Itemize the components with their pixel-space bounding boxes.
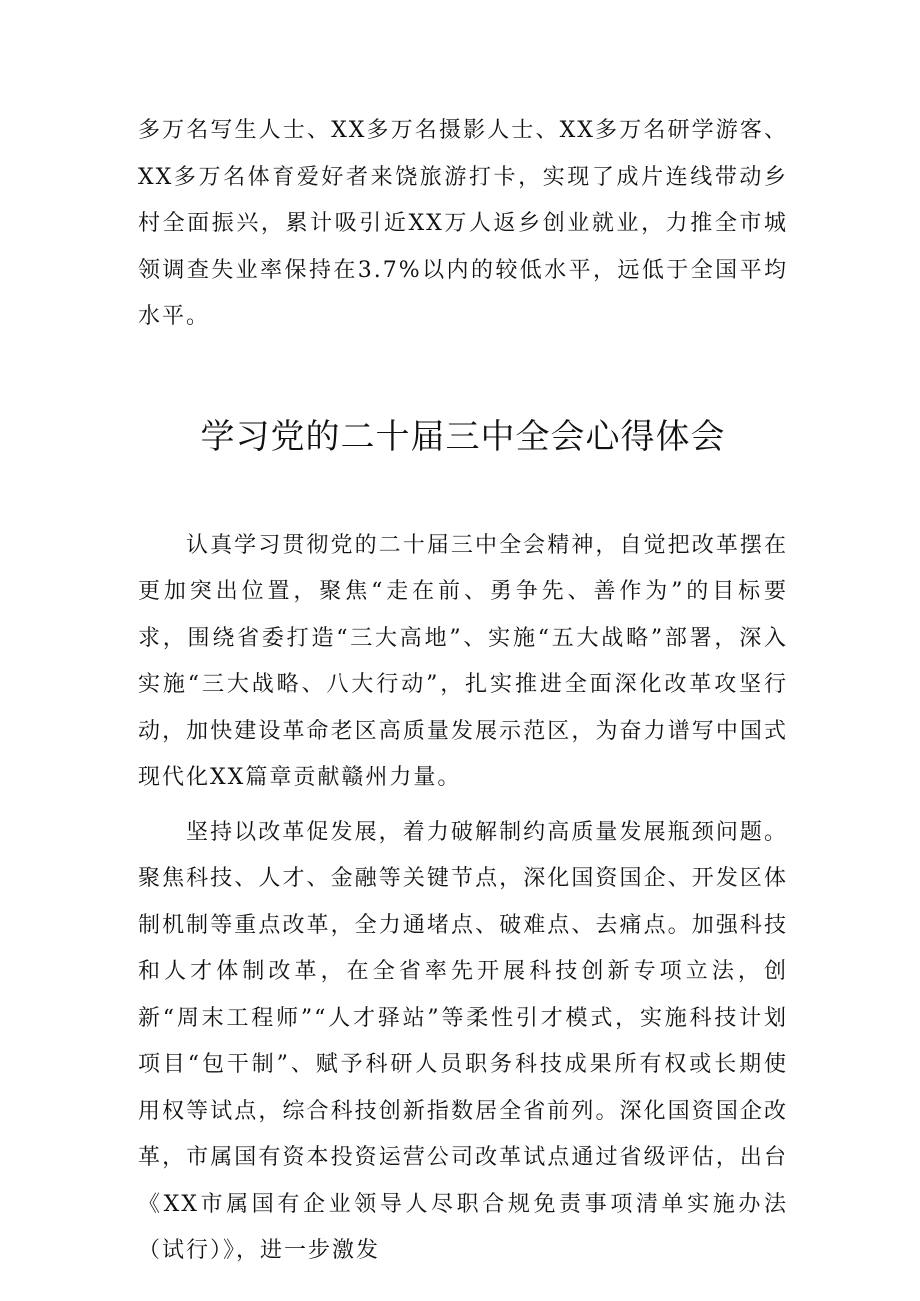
title-block (138, 407, 788, 467)
document-body (138, 108, 788, 1275)
paragraph-2: 坚持以改革促发展，着力破解制约高质量发展瓶颈问题。聚焦科技、人才、金融等关键节点，深化国资国企、开发区体制机制等重点改革，全力通堵点、破难点、去痛点。加强科技和人才体制改革，在全省率先开展科技创新专项立法，创新“周末工程师”“人才驿站”等柔性引才模式，实施科技计划项目“包干制”、赋予科研人员职务科技成果所有权或长期使用权等试点，综合科技创新指数居全省前列。深化国资国企改革，市属国有资本投资运营公司改革试点通过省级评估，出台《XX市属国有企业领导人尽职合规免责事项清单实施办法（试行）》，进一步激发 (138, 819, 788, 1263)
continued-paragraph: 多万名写生人士、XX多万名摄影人士、XX多万名研学游客、XX多万名体育爱好者来饶旅游打卡，实现了成片连线带动乡村全面振兴，累计吸引近XX万人返乡创业就业，力推全市城领调查失业率保持在3.7%以内的较低水平，远低于全国平均水平。 (138, 118, 788, 329)
paragraph-1: 认真学习贯彻党的二十届三中全会精神，自觉把改革摆在更加突出位置，聚焦“走在前、勇争先、善作为”的目标要求，围绕省委打造“三大高地”、实施“五大战略”部署，深入实施“三大战略、八大行动”，扎实推进全面深化改革攻坚行动，加快建设革命老区高质量发展示范区，为奋力谱写中国式现代化XX篇章贡献赣州力量。 (138, 532, 788, 790)
paragraph-gap (138, 802, 788, 810)
document-title: 学习党的二十届三中全会心得体会 (200, 416, 726, 457)
